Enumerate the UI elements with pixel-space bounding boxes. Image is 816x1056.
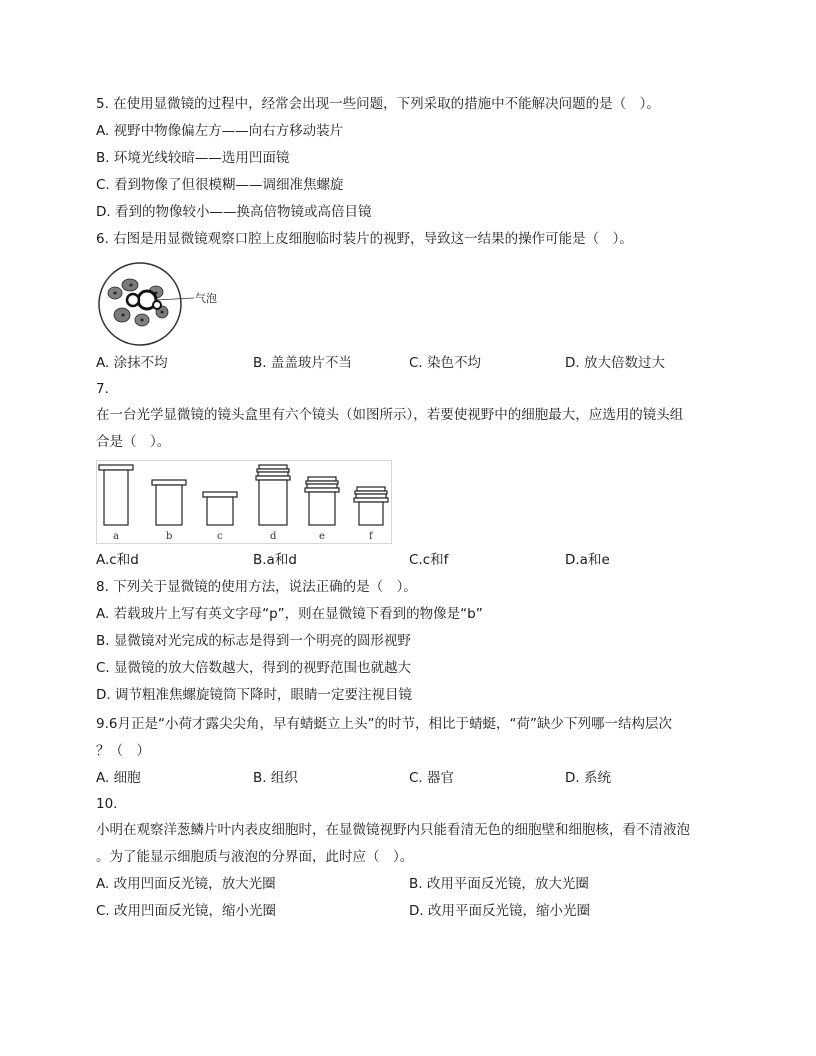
lens-label-e: e	[319, 531, 325, 542]
q10-option-c: C. 改用凹面反光镜，缩小光圈	[96, 903, 277, 919]
lens-label-c: c	[217, 531, 223, 542]
q6-option-c: C. 染色不均	[409, 355, 482, 371]
q5-stem: 5. 在使用显微镜的过程中，经常会出现一些问题，下列采取的措施中不能解决问题的是（ ）。	[96, 96, 660, 112]
q5-option-b: B. 环境光线较暗——选用凹面镜	[96, 150, 290, 166]
q10-option-b: B. 改用平面反光镜，放大光圈	[409, 876, 589, 892]
lens-c	[203, 492, 237, 525]
lens-label-f: f	[369, 531, 373, 542]
q7-stem-line1: 在一台光学显微镜的镜头盒里有六个镜头（如图所示），若要使视野中的细胞最大，应选用的镜头组	[96, 407, 684, 423]
q9-option-b: B. 组织	[253, 770, 298, 786]
q6-option-d: D. 放大倍数过大	[565, 355, 665, 371]
q6-option-b: B. 盖盖玻片不当	[253, 355, 352, 371]
bubble-label: 气泡	[195, 292, 217, 305]
lens-d	[256, 465, 290, 525]
q9-option-a: A. 细胞	[96, 770, 141, 786]
q10-stem-line1: 小明在观察洋葱鳞片叶内表皮细胞时，在显微镜视野内只能看清无色的细胞壁和细胞核，看不清液泡	[96, 822, 690, 838]
q8-option-b: B. 显微镜对光完成的标志是得到一个明亮的圆形视野	[96, 633, 411, 649]
q8-option-c: C. 显微镜的放大倍数越大，得到的视野范围也就越大	[96, 660, 412, 676]
q7-number: 7.	[96, 381, 109, 397]
lens-e	[305, 477, 339, 525]
q8-stem: 8. 下列关于显微镜的使用方法，说法正确的是（ ）。	[96, 579, 417, 595]
q6-stem: 6. 右图是用显微镜观察口腔上皮细胞临时装片的视野，导致这一结果的操作可能是（ ）。	[96, 231, 633, 247]
q7-option-b: B.a和d	[253, 552, 297, 568]
lens-label-a: a	[113, 531, 119, 542]
q8-option-d: D. 调节粗准焦螺旋镜筒下降时，眼睛一定要注视目镜	[96, 687, 412, 703]
q9-stem-line2: ？（ ）	[96, 743, 150, 759]
q5-option-c: C. 看到物像了但很模糊——调细准焦螺旋	[96, 177, 344, 193]
q9-option-d: D. 系统	[565, 770, 611, 786]
lens-b	[152, 480, 186, 525]
q7-option-c: C.c和f	[409, 552, 449, 568]
lens-label-b: b	[166, 531, 173, 542]
microscope-field-figure	[96, 260, 226, 348]
lens-set-figure	[96, 460, 392, 544]
lens-label-d: d	[270, 531, 277, 542]
q5-option-a: A. 视野中物像偏左方——向右方移动装片	[96, 123, 344, 139]
q7-option-a: A.c和d	[96, 552, 139, 568]
q9-stem-line1: 9.6月正是“小荷才露尖尖角，早有蜻蜓立上头”的时节，相比于蜻蜓，“荷”缺少下列哪一结构层次	[96, 716, 672, 732]
q10-number: 10.	[96, 796, 118, 812]
q7-stem-line2: 合是（ ）。	[96, 434, 171, 450]
q7-option-d: D.a和e	[565, 552, 610, 568]
q10-option-d: D. 改用平面反光镜，缩小光圈	[409, 903, 590, 919]
q9-option-c: C. 器官	[409, 770, 455, 786]
q6-option-a: A. 涂抹不均	[96, 355, 168, 371]
lens-a	[99, 465, 133, 525]
q10-option-a: A. 改用凹面反光镜，放大光圈	[96, 876, 276, 892]
q5-option-d: D. 看到的物像较小——换高倍物镜或高倍目镜	[96, 204, 372, 220]
q8-option-a: A. 若载玻片上写有英文字母“p”，则在显微镜下看到的物像是“b”	[96, 606, 483, 622]
lens-f	[354, 487, 388, 525]
q10-stem-line2: 。为了能显示细胞质与液泡的分界面，此时应（ ）。	[96, 849, 414, 865]
